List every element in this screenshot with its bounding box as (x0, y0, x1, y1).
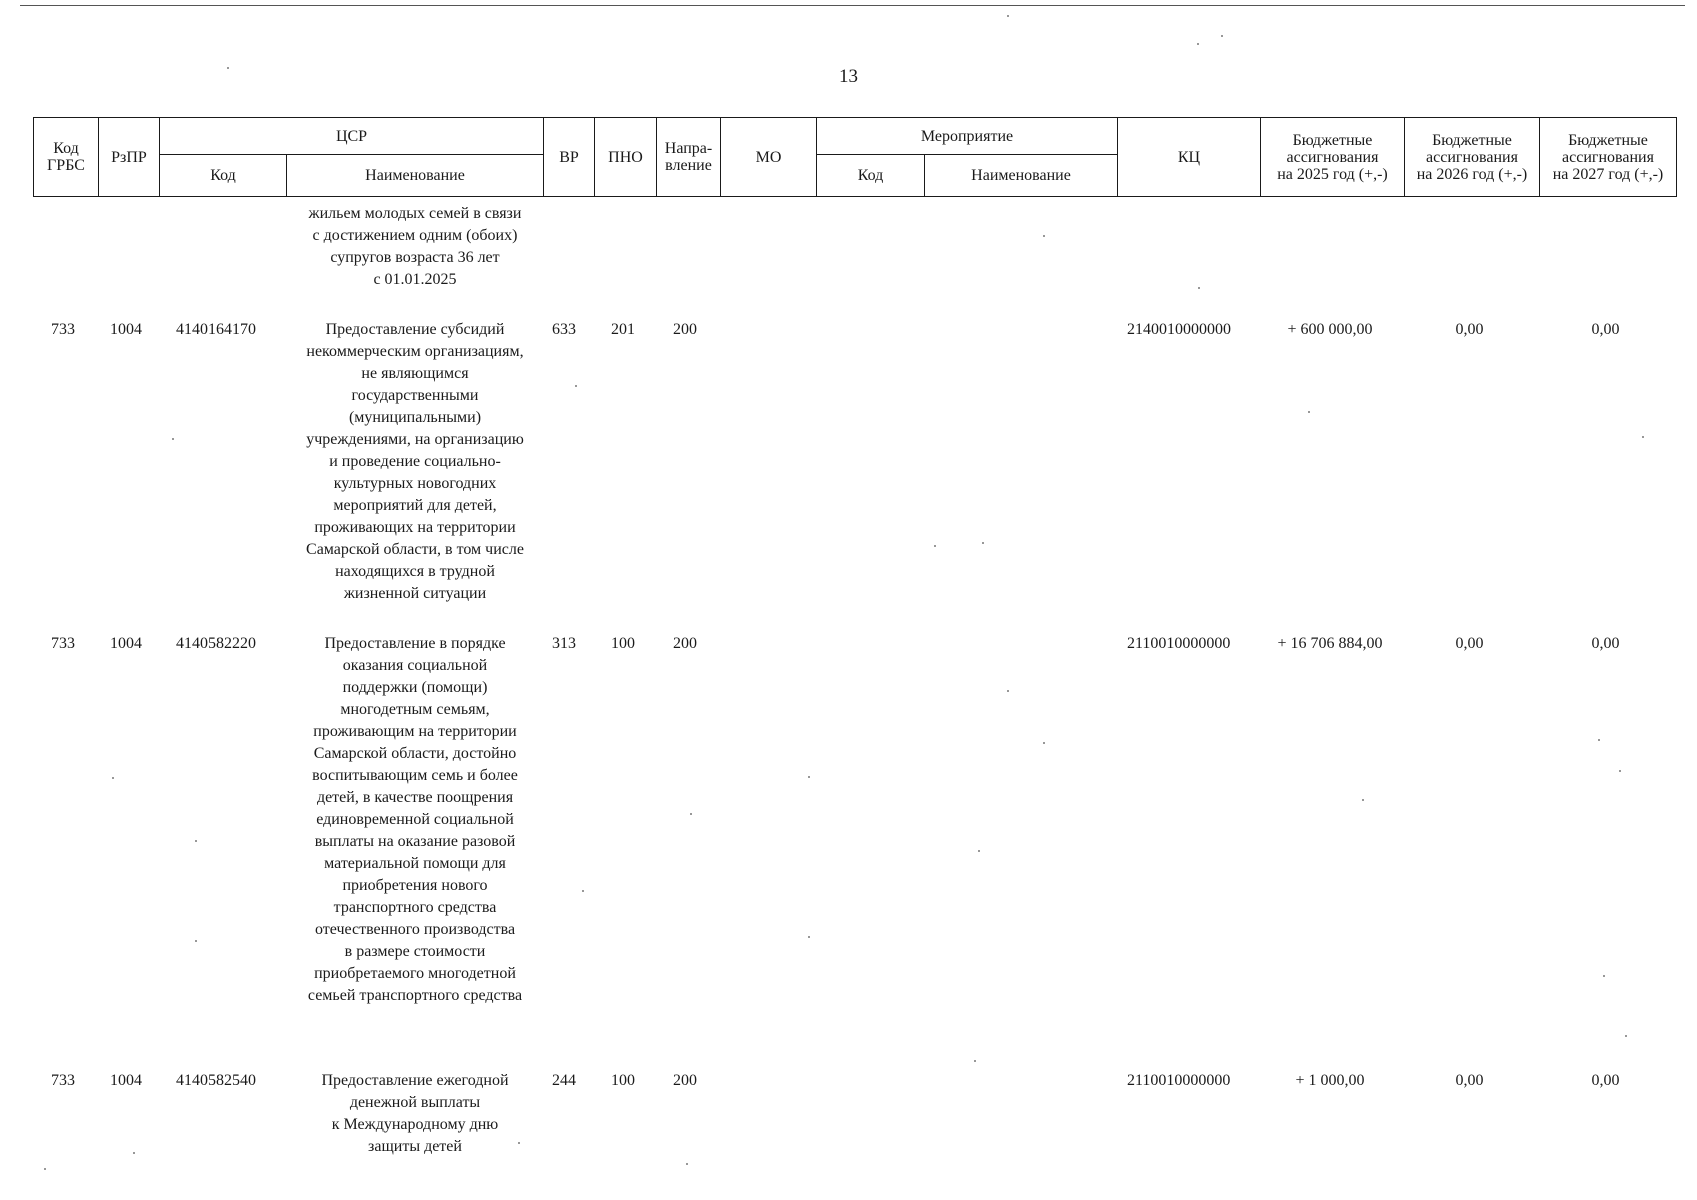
cell-budget-2027: 0,00 (1591, 635, 1620, 652)
header-mer-name: Наименование (925, 155, 1118, 197)
header-mo: МО (721, 118, 817, 197)
continuation-text: жильем молодых семей в связи с достижением одним (обоих) супругов возраста 36 лет с 01.01.2025 (308, 205, 522, 288)
header-budget-2026: Бюджетные ассигнования на 2026 год (+,-) (1405, 118, 1540, 197)
header-kc: КЦ (1118, 118, 1261, 197)
cell-vr: 633 (552, 321, 576, 338)
page-number: 13 (839, 66, 858, 87)
cell-grbs: 733 (51, 1072, 75, 1089)
cell-pno: 100 (611, 635, 635, 652)
cell-budget-2025: + 600 000,00 (1287, 321, 1373, 338)
cell-csr: 4140582220 (176, 635, 256, 652)
cell-kc: 2110010000000 (1127, 1072, 1231, 1089)
cell-budget-2027: 0,00 (1591, 1072, 1620, 1089)
cell-rzpr: 1004 (110, 635, 142, 652)
cell-pno: 201 (611, 321, 635, 338)
header-meropriyatie: Мероприятие (817, 118, 1118, 155)
table-header (33, 117, 1677, 197)
cell-budget-2026: 0,00 (1455, 635, 1484, 652)
header-kod-grbs: Код ГРБС (34, 118, 99, 197)
header-budget-2027: Бюджетные ассигнования на 2027 год (+,-) (1540, 118, 1677, 197)
header-csr-kod: Код (160, 155, 287, 197)
cell-grbs: 733 (51, 635, 75, 652)
header-csr-name: Наименование (287, 155, 544, 197)
cell-csr: 4140582540 (176, 1072, 256, 1089)
cell-budget-2027: 0,00 (1591, 321, 1620, 338)
cell-rzpr: 1004 (110, 1072, 142, 1089)
header-vr: ВР (544, 118, 595, 197)
cell-name: Предоставление ежегодной денежной выплаты к Международному дню защиты детей (321, 1072, 509, 1155)
header-csr: ЦСР (160, 118, 544, 155)
cell-csr: 4140164170 (176, 321, 256, 338)
cell-kc: 2140010000000 (1127, 321, 1231, 338)
cell-pno: 100 (611, 1072, 635, 1089)
cell-kc: 2110010000000 (1127, 635, 1231, 652)
cell-budget-2026: 0,00 (1455, 1072, 1484, 1089)
cell-budget-2026: 0,00 (1455, 321, 1484, 338)
cell-napravlenie: 200 (673, 321, 697, 338)
cell-vr: 244 (552, 1072, 576, 1089)
cell-name: Предоставление субсидий некоммерческим организациям, не являющимся государственными (муниципальными) учреждениями, на организацию и проведение социально- культурных новогодних мероприятий для детей, проживающих на территории Самарской области, в том числе находящихся в трудной жизненной ситуации (306, 321, 524, 602)
header-mer-kod: Код (817, 155, 925, 197)
top-rule (20, 5, 1685, 6)
cell-grbs: 733 (51, 321, 75, 338)
cell-napravlenie: 200 (673, 635, 697, 652)
cell-napravlenie: 200 (673, 1072, 697, 1089)
header-rzpr: РзПР (99, 118, 160, 197)
cell-name: Предоставление в порядке оказания социальной поддержки (помощи) многодетным семьям, проживающим на территории Самарской области, достойно воспитывающим семь и более детей, в качестве поощрения единовременной социальной выплаты на оказание разовой материальной помощи для приобретения нового транспортного средства отечественного производства в размере стоимости приобретаемого многодетной семьей транспортного средства (307, 635, 523, 1004)
header-pno: ПНО (595, 118, 657, 197)
header-budget-2025: Бюджетные ассигнования на 2025 год (+,-) (1261, 118, 1405, 197)
cell-rzpr: 1004 (110, 321, 142, 338)
header-napravlenie: Напра- вление (657, 118, 721, 197)
cell-vr: 313 (552, 635, 576, 652)
cell-budget-2025: + 1 000,00 (1295, 1072, 1365, 1089)
cell-budget-2025: + 16 706 884,00 (1277, 635, 1383, 652)
